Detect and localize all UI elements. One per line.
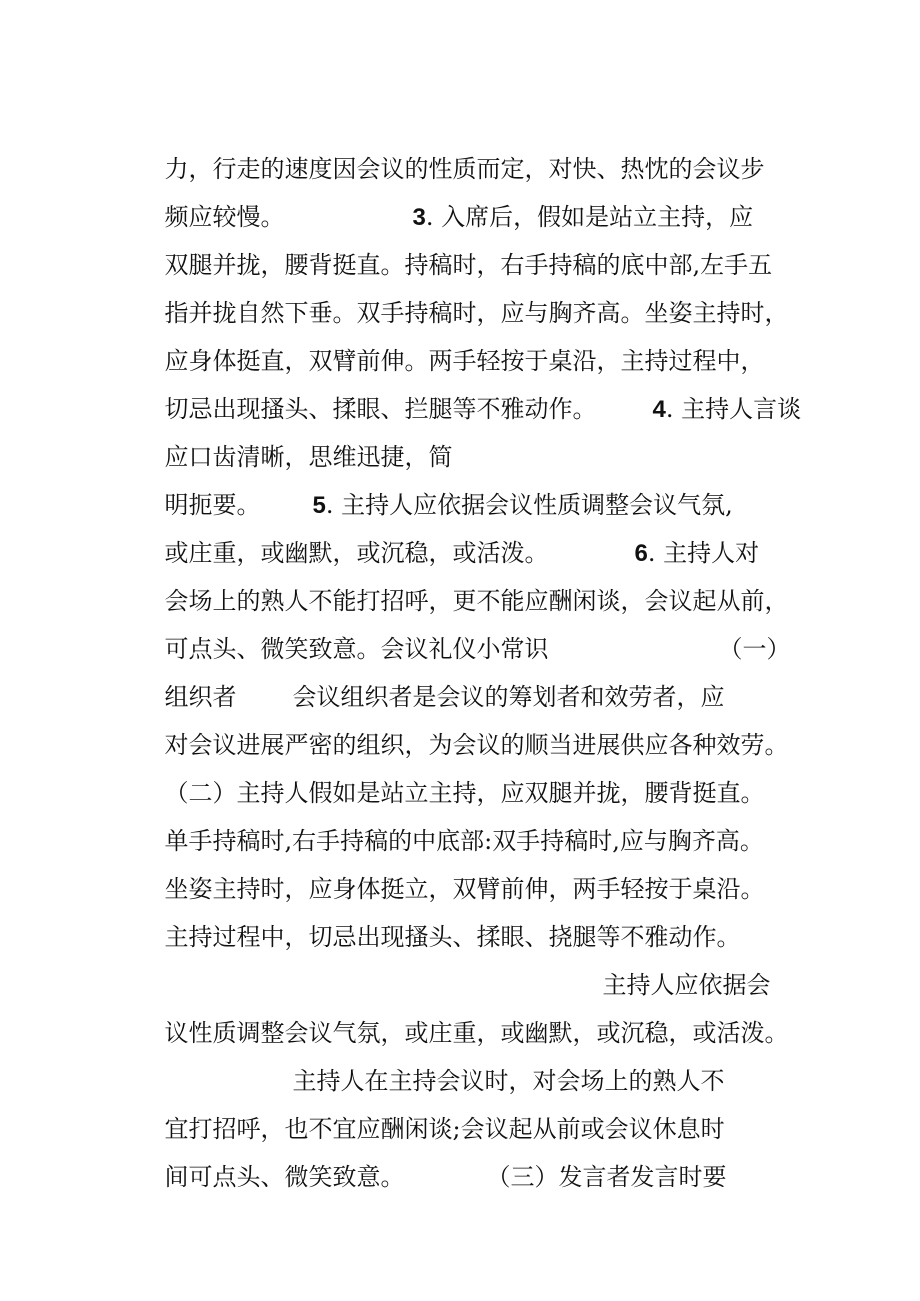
line-text: 会议组织者是会议的筹划者和效劳者，应 bbox=[292, 683, 725, 711]
line-text: 主持人在主持会议时，对会场上的熟人不 bbox=[292, 1067, 725, 1095]
line-text: 应口齿清晰，思维迅捷，简 bbox=[164, 443, 453, 471]
line-text: 议性质调整会议气氛，或庄重，或幽默，或沉稳，或活泼。 bbox=[164, 1019, 789, 1047]
line-text: 对会议进展严密的组织，为会议的顺当进展供应各种效劳。 bbox=[164, 731, 789, 759]
line-text: 频应较慢。 bbox=[164, 203, 285, 231]
line-text: 单手持稿时,右手持稿的中底部:双手持稿时,应与胸齐高。 bbox=[164, 827, 764, 855]
text-line bbox=[134, 685, 789, 759]
item-number: 6 bbox=[634, 540, 648, 567]
text-line bbox=[134, 829, 765, 903]
text-line bbox=[134, 253, 789, 327]
text-line bbox=[572, 925, 771, 999]
line-text: 坐姿主持时，应身体挺立，双臂前伸，两手轻按于桌沿。 bbox=[164, 875, 765, 903]
text-line bbox=[134, 1069, 725, 1143]
text-line bbox=[134, 877, 741, 951]
line-text: （二）主持人假如是站立主持，应双腿并拢，腰背挺直。 bbox=[164, 779, 765, 807]
line-text: 会场上的熟人不能打招呼，更不能应酬闲谈，会议起从前， bbox=[164, 587, 789, 615]
section-heading: 组织者 bbox=[164, 683, 237, 711]
text-line bbox=[134, 205, 773, 279]
text-line bbox=[134, 973, 789, 1047]
text-line bbox=[134, 541, 789, 615]
text-line bbox=[134, 301, 765, 375]
line-text: 指并拢自然下垂。双手持稿时，应与胸齐高。坐姿主持时， bbox=[164, 299, 789, 327]
item-number: 3 bbox=[412, 204, 426, 231]
text-line bbox=[134, 157, 754, 231]
text-line bbox=[134, 781, 764, 855]
text-line bbox=[134, 733, 765, 807]
line-text: . 主持人应依据会议性质调整会议气氛, bbox=[325, 491, 733, 519]
section-heading: （三）发言者发言时要 bbox=[486, 1163, 727, 1191]
line-text: 双腿并拢，腰背挺直。持稿时，右手持稿的底中部,左手五 bbox=[164, 251, 773, 279]
text-line bbox=[134, 349, 802, 423]
text-line bbox=[134, 637, 725, 711]
text-line bbox=[134, 397, 453, 471]
line-text: 切忌出现搔头、揉眼、拦腿等不雅动作。 bbox=[164, 395, 597, 423]
line-text: 力，行走的速度因会议的性质而定，对快、热忱的会议步 bbox=[164, 155, 765, 183]
line-text: 宜打招呼，也不宜应酬闲谈;会议起从前或会议休息时 bbox=[164, 1115, 725, 1143]
text-line bbox=[134, 109, 765, 183]
text-line bbox=[262, 1021, 725, 1095]
line-text: 或庄重，或幽默，或沉稳，或活泼。 bbox=[164, 539, 549, 567]
item-number: 4 bbox=[652, 396, 666, 423]
line-text: 主持过程中，切忌出现搔头、揉眼、挠腿等不雅动作。 bbox=[164, 923, 741, 951]
line-text: . 主持人对 bbox=[647, 539, 760, 567]
line-text: 间可点头、微笑致意。 bbox=[164, 1163, 405, 1191]
text-line bbox=[134, 445, 733, 519]
text-line bbox=[134, 1117, 727, 1191]
line-text: 明扼要。 bbox=[164, 491, 261, 519]
text-line bbox=[134, 589, 791, 663]
line-text: 主持人应依据会 bbox=[602, 971, 771, 999]
line-text: . 主持人言谈 bbox=[665, 395, 802, 423]
line-text: . 入席后，假如是站立主持，应 bbox=[425, 203, 754, 231]
line-text: 应身体挺直，双臂前伸。两手轻按于桌沿，主持过程中， bbox=[164, 347, 765, 375]
section-heading: （一） bbox=[718, 635, 791, 663]
line-text: 可点头、微笑致意。会议礼仪小常识 bbox=[164, 635, 549, 663]
text-line bbox=[134, 493, 760, 567]
item-number: 5 bbox=[312, 492, 326, 519]
